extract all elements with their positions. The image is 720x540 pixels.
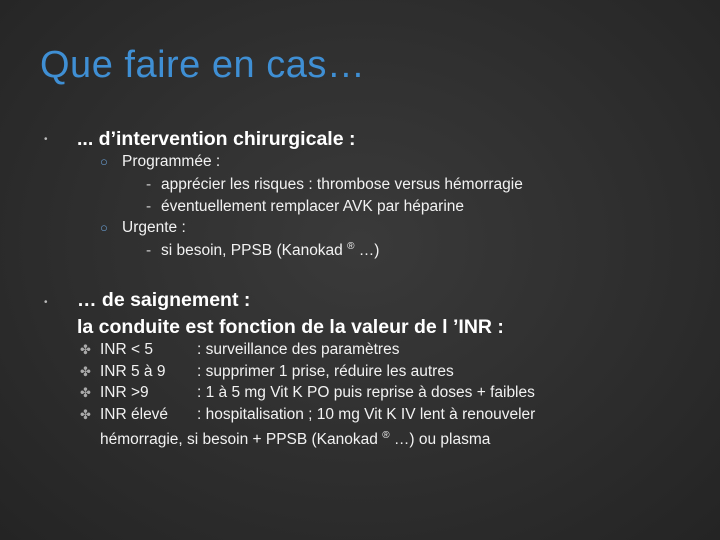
section-heading-inr: la conduite est fonction de la valeur de l ’INR : xyxy=(77,316,504,338)
item-urgente: ○ Urgente : xyxy=(100,219,186,236)
dash-bullet-icon: - xyxy=(146,242,152,259)
leaf-bullet-icon: ✤ xyxy=(80,342,91,357)
dash-bullet-icon: - xyxy=(146,198,152,215)
section-heading-intervention: ... d’intervention chirurgicale : xyxy=(77,128,356,150)
sub-item-heparine: - éventuellement remplacer AVK par héparine xyxy=(146,198,464,215)
registered-mark: ® xyxy=(382,430,390,441)
inr-continuation: hémorragie, si besoin + PPSB (Kanokad ® …) ou plasma xyxy=(100,430,491,448)
bullet-dot-icon: • xyxy=(44,297,48,308)
inr-row: ✤ INR >9 : 1 à 5 mg Vit K PO puis reprise à doses + faibles xyxy=(80,384,535,401)
bullet-dot-icon: • xyxy=(44,134,48,145)
sub-item-risques: - apprécier les risques : thrombose versus hémorragie xyxy=(146,176,523,193)
leaf-bullet-icon: ✤ xyxy=(80,364,91,379)
registered-mark: ® xyxy=(347,241,355,252)
circle-bullet-icon: ○ xyxy=(100,220,108,235)
slide-title: Que faire en cas… xyxy=(40,44,366,86)
circle-bullet-icon: ○ xyxy=(100,154,108,169)
section-heading-saignement: … de saignement : xyxy=(77,289,251,311)
inr-row: ✤ INR 5 à 9 : supprimer 1 prise, réduire les autres xyxy=(80,363,454,380)
item-programmee: ○ Programmée : xyxy=(100,153,221,170)
sub-item-ppsb: - si besoin, PPSB (Kanokad ® …) xyxy=(146,241,380,259)
dash-bullet-icon: - xyxy=(146,176,152,193)
inr-row: ✤ INR < 5 : surveillance des paramètres xyxy=(80,341,400,358)
inr-row: ✤ INR élevé : hospitalisation ; 10 mg Vit K IV lent à renouveler xyxy=(80,406,536,423)
leaf-bullet-icon: ✤ xyxy=(80,407,91,422)
leaf-bullet-icon: ✤ xyxy=(80,385,91,400)
